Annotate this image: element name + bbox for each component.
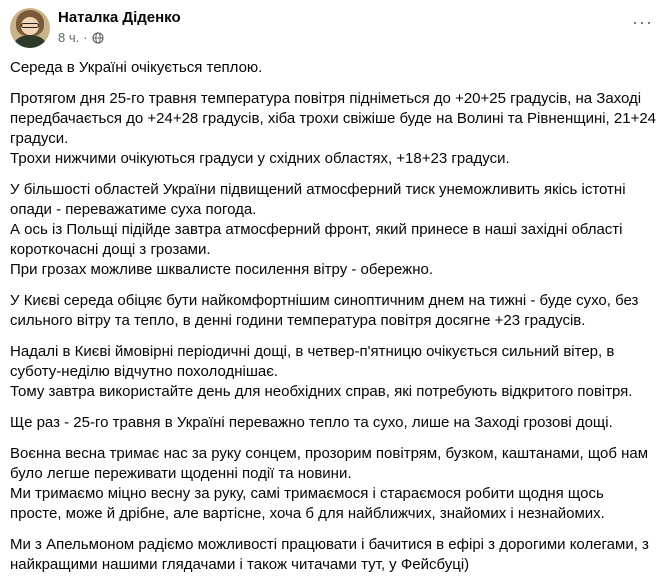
author-name[interactable]: Наталка Діденко	[58, 9, 181, 26]
post-header	[10, 8, 657, 52]
post-paragraph: Ще раз - 25-го травня в Україні переважно тепло та сухо, лише на Заході грозові дощі.	[10, 414, 613, 431]
post-paragraph: Надалі в Києві ймовірні періодичні дощі, в четвер-п'ятницю очікується сильний вітер, в суботу-неділю відчутно похолоднішає. Тому завтра використайте день для необхідних справ, які потребують відкритого повітря.	[10, 343, 633, 400]
globe-icon[interactable]	[92, 32, 104, 44]
post-time[interactable]: 8 ч.	[58, 30, 80, 45]
post-paragraph: У більшості областей України підвищений атмосферний тиск унеможливить якісь істотні опади - переважатиме суха погода. А ось із Польщі підійде завтра атмосферний фронт, який принесе в наші західні області короткочасні дощі з грозами. При грозах можливе шквалисте посилення вітру - обережно.	[10, 181, 626, 278]
post-paragraph: У Києві середа обіцяє бути найкомфортнішим синоптичним днем на тижні - буде сухо, без сильного вітру та тепло, в денні години температура повітря досягне +23 градусів.	[10, 292, 639, 329]
meta-separator: ·	[83, 30, 88, 45]
post-paragraph: Протягом дня 25-го травня температура повітря підніметься до +20+25 градусів, на Заході передбачається до +24+28 градусів, хіба трохи свіжіше буде на Волині та Рівненщині, 21+24 градуси. Трохи нижчими очікуються градуси у східних областях, +18+23 градуси.	[10, 90, 657, 167]
more-options-icon[interactable]: ···	[632, 12, 653, 32]
post-meta	[58, 30, 104, 45]
avatar[interactable]	[10, 8, 50, 48]
post-text	[10, 58, 660, 586]
post-paragraph: Ми з Апельмоном радіємо можливості працювати і бачитися в ефірі з дорогими колегами, з найкращими нашими глядачами і також читачами тут, у Фейсбуці)	[10, 536, 649, 573]
post-paragraph: Середа в Україні очікується теплою.	[10, 59, 263, 76]
post-paragraph: Воєнна весна тримає нас за руку сонцем, прозорим повітрям, бузком, каштанами, щоб нам було легше переживати щоденні події та новини. Ми тримаємо міцно весну за руку, самі тримаємося і стараємося робити щодня щось просте, може й дрібне, але вартісне, хоча б для найближчих, знайомих і незнайомих.	[10, 445, 649, 522]
